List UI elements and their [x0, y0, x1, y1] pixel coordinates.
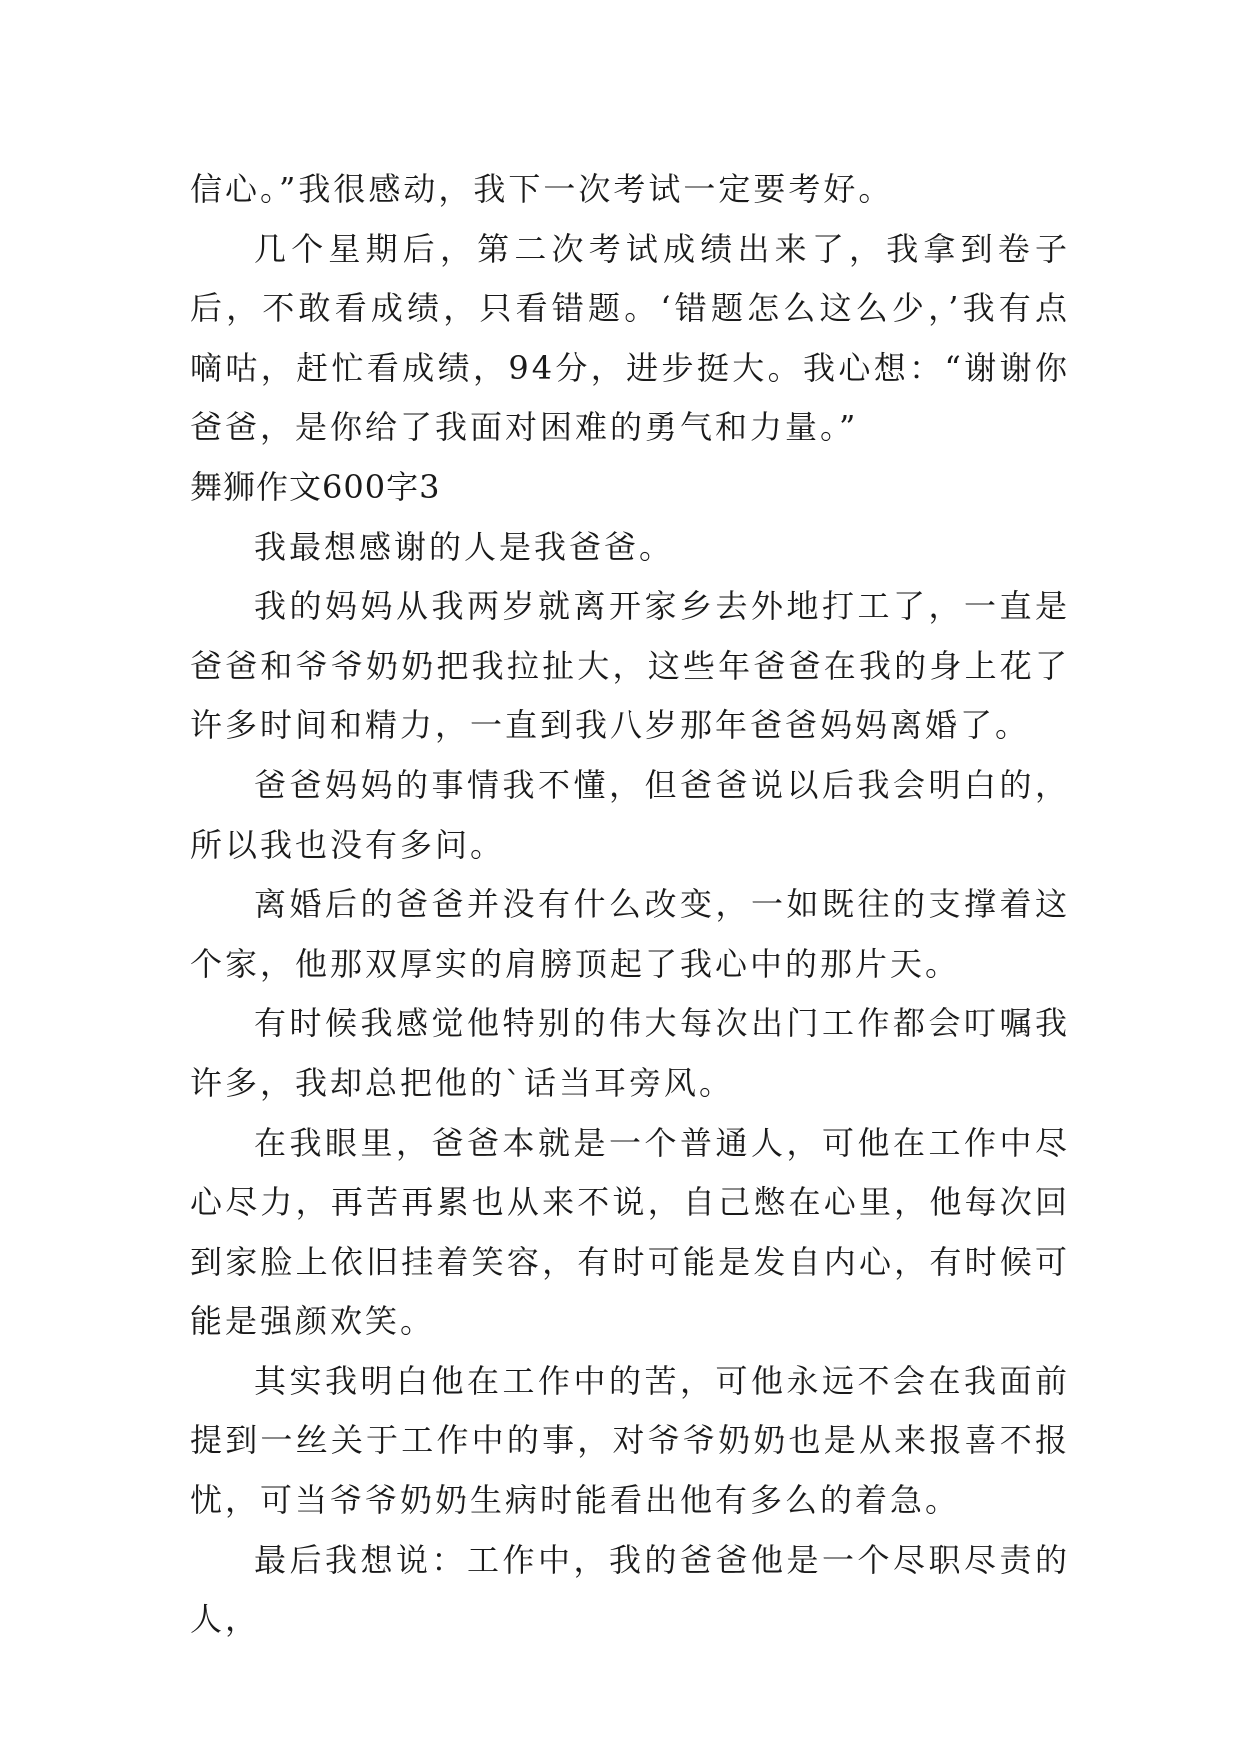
- paragraph-4: 我的妈妈从我两岁就离开家乡去外地打工了，一直是爸爸和爷爷奶奶把我拉扯大，这些年爸爸在我的身上花了许多时间和精力，一直到我八岁那年爸爸妈妈离婚了。: [190, 587, 1070, 745]
- paragraph-6: 离婚后的爸爸并没有什么改变，一如既往的支撑着这个家，他那双厚实的肩膀顶起了我心中的那片天。: [190, 885, 1070, 983]
- section-heading: 舞狮作文600字3: [190, 467, 441, 506]
- document-body: [190, 160, 1070, 1650]
- paragraph-9: 其实我明白他在工作中的苦，可他永远不会在我面前提到一丝关于工作中的事，对爷爷奶奶也是从来报喜不报忧，可当爷爷奶奶生病时能看出他有多么的着急。: [190, 1361, 1070, 1520]
- paragraph-8: 在我眼里，爸爸本就是一个普通人，可他在工作中尽心尽力，再苦再累也从来不说，自己憋在心里，他每次回到家脸上依旧挂着笑容，有时可能是发自内心，有时候可能是强颜欢笑。: [190, 1123, 1070, 1341]
- paragraph-5: 爸爸妈妈的事情我不懂，但爸爸说以后我会明白的，所以我也没有多问。: [190, 765, 1070, 864]
- paragraph-1: 信心。”我很感动，我下一次考试一定要考好。: [190, 170, 894, 208]
- paragraph-7: 有时候我感觉他特别的伟大每次出门工作都会叮嘱我许多，我却总把他的`话当耳旁风。: [190, 1004, 1070, 1102]
- paragraph-3: 我最想感谢的人是我爸爸。: [254, 527, 675, 566]
- paragraph-2: 几个星期后，第二次考试成绩出来了，我拿到卷子后，不敢看成绩，只看错题。‘错题怎么这么少，’我有点嘀咕，赶忙看成绩，94分，进步挺大。我心想：“谢谢你爸爸，是你给了我面对困难的勇气和力量。”: [190, 229, 1070, 447]
- paragraph-10: 最后我想说：工作中，我的爸爸他是一个尽职尽责的人，: [190, 1540, 1070, 1639]
